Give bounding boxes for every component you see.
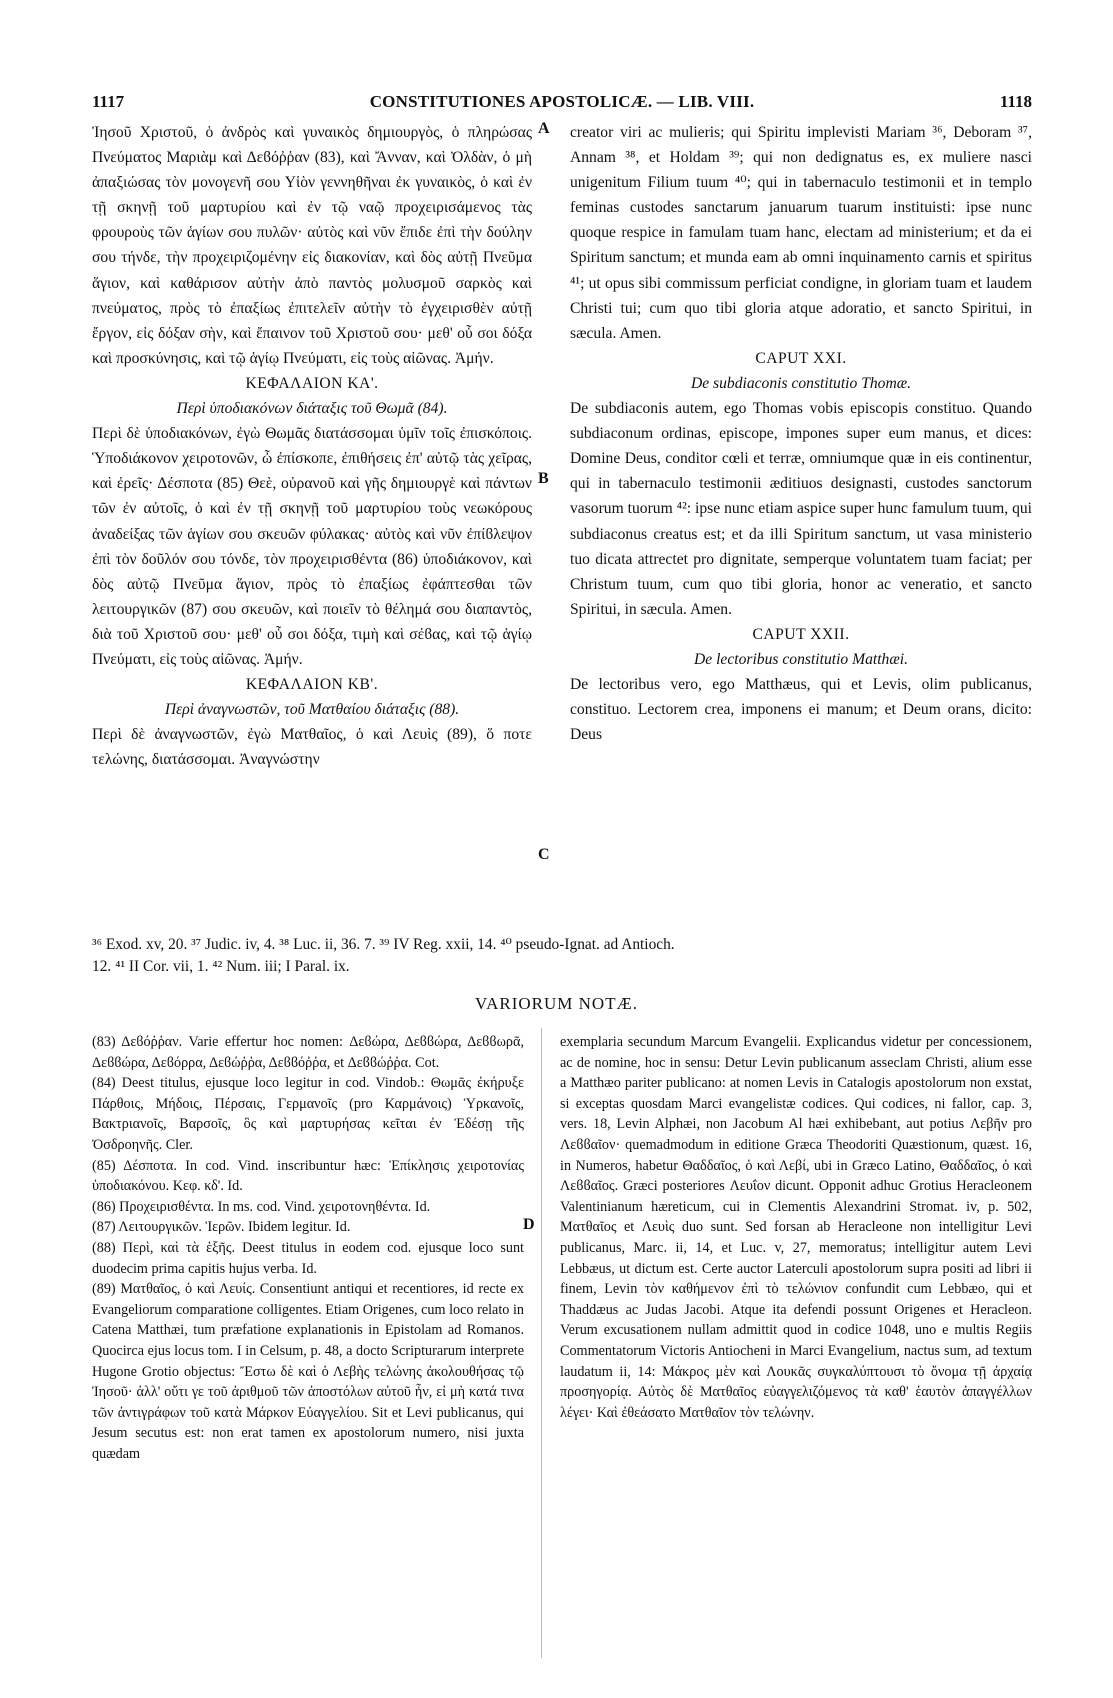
variorum-note: (83) Δεϐόῤῥαν. Varie effertur hoc nomen: Δεϐώρα, Δεϐϐώρα, Δεϐϐωρᾶ, Δεϐϐώρα, Δεϐόρρα, Δεϐώῤῥα, Δεϐϐόῤῥα, et Δεϐϐώῤῥα. Cot. (92, 1034, 524, 1071)
latin-paragraph: creator viri ac mulieris; qui Spiritu implevisti Mariam ³⁶, Deboram ³⁷, Annam ³⁸, et Holdam ³⁹; qui non dedignatus es, ex muliere nasci unigenitum Filium tuum ⁴⁰; qui in tabernaculo testimonii et in templo feminas custodes sanctarum januarum tuarum instituisti: ipse nunc quoque respice in famulam tuam hanc, electam ad ministerium; et da ei Spiritum sanctum; et munda eam ab omni inquinamento carnis et spiritus ⁴¹; ut opus sibi commissum perficiat condigne, in gloriam tuam et laudem Christi tui; cum quo tibi gloria atque adoratio, et sancto Spiritui, in sæcula. Amen. (570, 124, 1032, 342)
latin-chapter-subheading: De lectoribus constitutio Matthæi. (694, 650, 908, 668)
latin-paragraph: De lectoribus vero, ego Matthæus, qui et Levis, olim publicanus, constituo. Lectorem crea, imponens ei manum; et Deum orans, dicito: Deus (570, 676, 1032, 744)
variorum-note: (87) Λειτουργικῶν. Ἱερῶν. Ibidem legitur. Id. (92, 1219, 351, 1236)
greek-paragraph: Ἰησοῦ Χριστοῦ, ὁ ἀνδρὸς καὶ γυναικὸς δημιουργὸς, ὁ πληρώσας Πνεύματος Μαριὰμ καὶ Δεϐόῤῥαν (83), καὶ Ἄνναν, καὶ Ὀλδὰν, ὁ μὴ ἀπαξιώσας τὸν μονογενῆ σου Υἱὸν γεννηθῆναι ἐκ γυναικὸς, ὁ καὶ ἐν τῇ σκηνῇ τοῦ μαρτυρίου καὶ ἐν τῷ ναῷ προχειρισάμενος τὰς φρουροὺς τῶν ἁγίων σου πυλῶν· αὐτὸς καὶ νῦν ἔπιδε ἐπὶ τὴν δούλην σου τήνδε, τὴν προχειριζομένην εἰς διακονίαν, καὶ δὸς αὐτῇ Πνεῦμα ἅγιον, καὶ καθάρισον αὐτὴν ἀπὸ παντὸς μολυσμοῦ σαρκὸς καὶ πνεύματος, πρὸς τὸ ἐπαξίως ἐπιτελεῖν αὐτὴν τὸ ἐγχειρισθὲν αὐτῇ ἔργον, εἰς δόξαν σὴν, καὶ ἔπαινον τοῦ Χριστοῦ σου· μεθ' οὗ σοι δόξα καὶ προσκύνησις, καὶ τῷ ἁγίῳ Πνεύματι, εἰς τοὺς αἰῶνας. Ἀμήν. (92, 124, 532, 367)
page-header (92, 92, 1032, 116)
margin-marker-c: C (538, 846, 550, 863)
latin-chapter-heading: CAPUT XXI. (755, 349, 847, 367)
margin-marker-d: D (523, 1216, 535, 1233)
variorum-note: (89) Ματθαῖος, ὁ καὶ Λευίς. Consentiunt antiqui et recentiores, id recte ex Evangeliorum comparatione colligentes. Etiam Origenes, cum loco relato in Catena Matthæi, tum præfatione explanationis in Epistolam ad Romanos. Quocirca ejus locus tom. I in Celsum, p. 48, a docto Scripturarum interprete Hugone Grotio objectus: Ἔστω δὲ καὶ ὁ Λεβὴς τελώνης ἀκολουθήσας τῷ Ἰησοῦ· ἀλλ' οὔτι γε τοῦ ἀριθμοῦ τῶν ἀποστόλων αὐτοῦ ἦν, εἰ μὴ κατά τινα τῶν ἀντιγράφων τοῦ κατὰ Μάρκον Εὐαγγελίου. Sit et Levi publicanus, qui Jesum secutus est: non erat tamen ex apostolorum numero, nisi juxta quædam (92, 1281, 524, 1462)
variorum-notes-right (560, 1032, 1032, 1423)
greek-chapter-subheading: Περὶ ὑποδιακόνων διάταξις τοῦ Θωμᾶ (84). (176, 400, 448, 418)
footnote-line: 12. ⁴¹ II Cor. vii, 1. ⁴² Num. iii; I Paral. ix. (92, 958, 350, 975)
column-divider (541, 1028, 542, 1658)
latin-chapter-heading: CAPUT XXII. (752, 625, 850, 643)
greek-chapter-heading: ΚΕΦΑΛΑΙΟΝ ΚΒ'. (245, 676, 379, 694)
right-page-number: 1118 (999, 92, 1032, 111)
variorum-note: (84) Deest titulus, ejusque loco legitur in cod. Vindob.: Θωμᾶς ἐκήρυξε Πάρθοις, Μήδοις, Πέρσαις, Γερμανοῖς (pro Καρμάνοις) Ὑρκανοῖς, Βακτριανοῖς, Βαρσοῖς, ὃς καὶ μαρτυρήσας κεῖται ἐν Ἐδέσῃ τῆς Ὀσδροηνῆς. Cler. (92, 1075, 524, 1153)
greek-chapter-subheading: Περὶ ἀναγνωστῶν, τοῦ Ματθαίου διάταξις (88). (164, 701, 460, 719)
variorum-note: (88) Περὶ, καὶ τὰ ἑξῆς. Deest titulus in eodem cod. ejusque loco sunt duodecim prima capitis hujus verba. Id. (92, 1239, 524, 1277)
variorum-note: (86) Προχειρισθέντα. In ms. cod. Vind. χειροτονηθέντα. Id. (92, 1198, 431, 1215)
margin-marker-b: B (538, 470, 549, 487)
greek-chapter-heading: ΚΕΦΑΛΑΙΟΝ ΚΑ'. (245, 374, 379, 392)
variorum-note: exemplaria secundum Marcum Evangelii. Explicandus videtur per concessionem, ac de nomine, hoc in sensu: Detur Levin publicanum asseclam Christi, alium esse a Matthæo pariter publicano: at nomen Levis in Catalogis apostolorum non exstat, si exceptas quosdam Marci evangelistæ codices. Qui codices, ni fallor, cap. 3, vers. 18, Levin Alphæi, non Jacobum Al hæi exhibebant, aut potius Λεβῆν pro Λεϐϐαῖον· quemadmodum in editione Græca Theodoriti Quæstionum, quæst. 16, in Numeros, habetur Θαδδαῖος, ὁ καὶ Λεβί, ubi in Græco Latino, Θαδδαῖος, ὁ καὶ Λεϐϐαῖος. Græci posteriores Λευΐον dicunt. Opponit adhuc Grotius Heracleonem Valentinianum hæreticum, cui in Clementis Alexandrini Stromat. iv, p. 502, Ματθαῖος et Λευὶς duo sunt. Sed forsan ab Heracleone non intelligitur Levi publicanus, Marc. ii, 14, et Luc. v, 27, memoratus; intelligitur autem Levi Lebbæus, ut dictum est. Certe auctor Laterculi apostolorum supra positi ad libri ii finem, Levin τὸν καθήμενον ἐπὶ τὸ τελώνιον confundit cum Lebbæo, qui et Thaddæus ac Judas Jacobi. Atque ita defendi possunt Origenes et Heracleon. Verum excusationem nullam admittit quod in codice 1048, uno e multis Regiis Commentatorum Victoris Antiocheni in Marci Evangelium, nactus sum, ad textum laudatum ii, 14: Μάκρος μὲν καὶ Λουκᾶς συγκαλύπτουσι τὸ ὄνομα τῇ ἀρχαίᾳ προσηγορίᾳ. Αὐτὸς δὲ Ματθαῖος εὐαγγελιζόμενος τὰ καθ' ἑαυτὸν ἀπαγγέλλων λέγει· Καὶ ἐθεάσατο Ματθαῖον τὸν τελώνην. (560, 1034, 1032, 1421)
footnotes (92, 934, 1032, 978)
greek-paragraph: Περὶ δὲ ὑποδιακόνων, ἐγὼ Θωμᾶς διατάσσομαι ὑμῖν τοῖς ἐπισκόποις. Ὑποδιάκονον χειροτονῶν, ὦ ἐπίσκοπε, ἐπιθήσεις ἐπ' αὐτῷ τὰς χεῖρας, καὶ ἐρεῖς· Δέσποτα (85) Θεὲ, οὐρανοῦ καὶ γῆς δημιουργὲ καὶ πάντων τῶν ἐν αὐτοῖς, ὁ καὶ ἐν τῇ σκηνῇ τοῦ μαρτυρίου τοὺς νεωκόρους ἀναδείξας τῶν ἁγίων σου σκευῶν φύλακας· αὐτὸς καὶ νῦν ἐπίϐλεψον ἐπὶ τὸν δοῦλόν σου τόνδε, τὸν προχειρισθέντα (86) ὑποδιάκονον, καὶ δὸς αὐτῷ Πνεῦμα ἅγιον, πρὸς τὸ ἐπαξίως ἐφάπτεσθαι τῶν λειτουργικῶν (87) σου σκευῶν, καὶ ποιεῖν τὸ θέλημά σου διαπαντὸς, διὰ τοῦ Χριστοῦ σου· μεθ' οὗ σοι δόξα, τιμὴ καὶ σέϐας, καὶ τῷ ἁγίῳ Πνεύματι, εἰς τοὺς αἰῶνας. Ἀμήν. (92, 425, 532, 668)
latin-chapter-subheading: De subdiaconis constitutio Thomæ. (690, 374, 912, 392)
variorum-note: (85) Δέσποτα. In cod. Vind. inscribuntur hæc: Ἐπίκλησις χειροτονίας ὑποδιακόνου. Κεφ. κδ'. Id. (92, 1157, 524, 1195)
latin-paragraph: De subdiaconis autem, ego Thomas vobis episcopis constituo. Quando subdiaconum ordinas, episcope, impones super eum manus, et dices: Domine Deus, conditor cœli et terræ, omniumque quæ in eis continentur, qui in tabernaculo testimonii æditiuos designasti, custodes sanctorum vasorum tuorum ⁴²: ipse nunc etiam aspice super hunc famulum tuum, qui subdiaconus creatus est; et da illi Spiritum sanctum, ut vasa ministerio tuo dicata attrectet pro dignitate, semperque voluntatem tuam faciat; per Christum tuum, cum quo tibi gloria, honor ac veneratio, et sancto Spiritui, in sæcula. Amen. (570, 400, 1032, 618)
greek-paragraph: Περὶ δὲ ἀναγνωστῶν, ἐγὼ Ματθαῖος, ὁ καὶ Λευὶς (89), ὅ ποτε τελώνης, διατάσσομαι. Ἀναγνώστην (92, 726, 532, 769)
margin-marker-a: A (538, 120, 550, 137)
left-page-number: 1117 (92, 92, 125, 111)
latin-column (570, 120, 1032, 747)
variorum-notes-left (92, 1032, 524, 1464)
footnote-line: ³⁶ Exod. xv, 20. ³⁷ Judic. iv, 4. ³⁸ Luc. ii, 36. 7. ³⁹ IV Reg. xxii, 14. ⁴⁰ pseudo-Ignat. ad Antioch. (92, 936, 675, 953)
variorum-heading: VARIORUM NOTÆ. (475, 994, 638, 1013)
running-title: CONSTITUTIONES APOSTOLICÆ. — LIB. VIII. (369, 92, 755, 111)
greek-column (92, 120, 532, 772)
